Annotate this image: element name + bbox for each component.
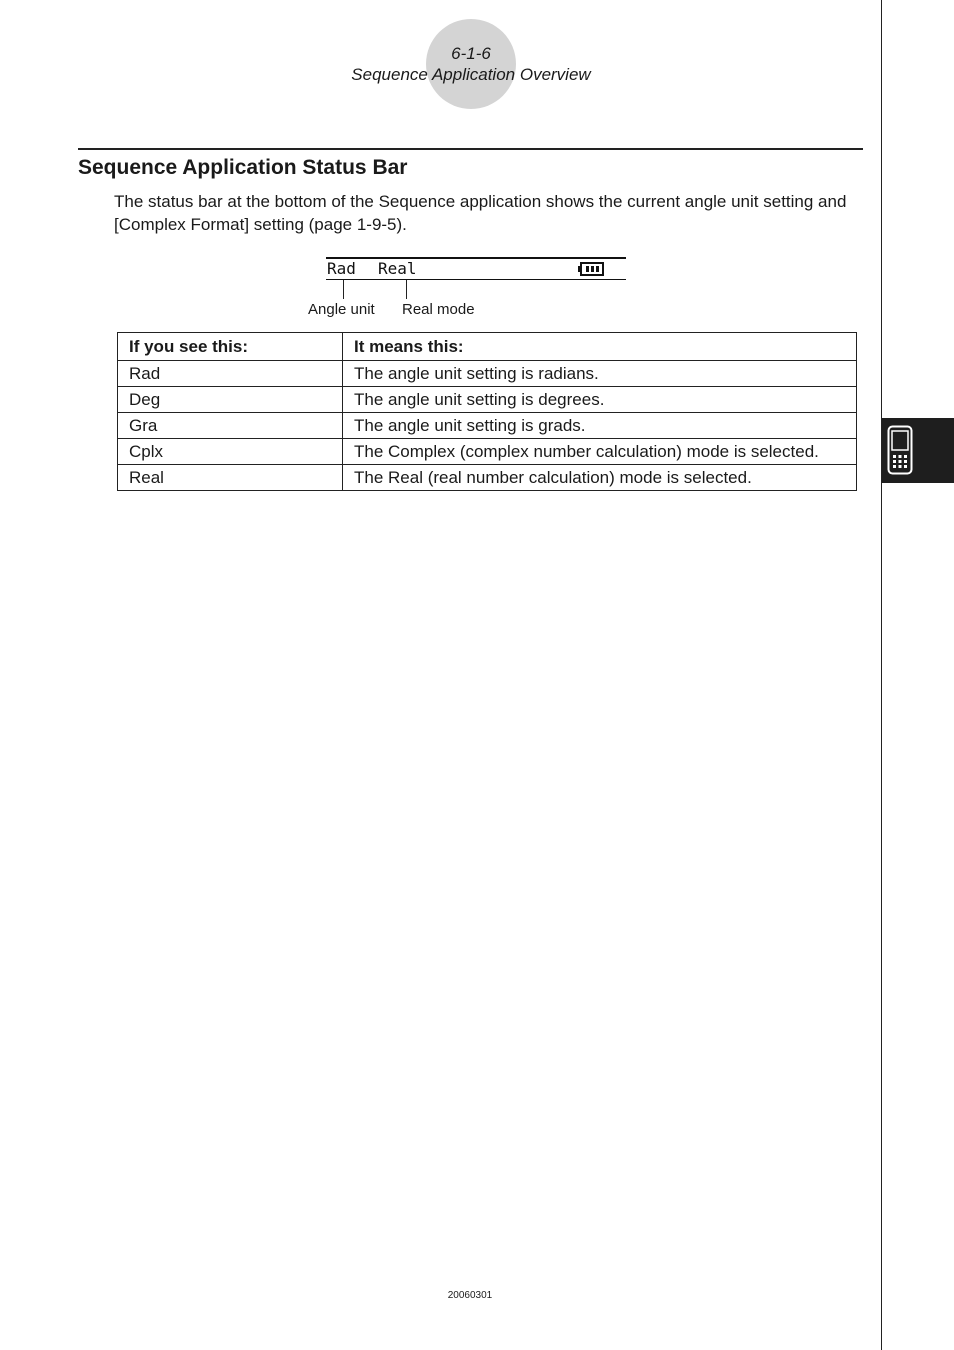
table-row — [118, 465, 857, 491]
chapter-tab — [882, 418, 954, 483]
status-angle-text: Rad — [327, 259, 356, 278]
section-title: Sequence Application Status Bar — [78, 156, 408, 179]
section-rule — [78, 148, 863, 150]
table-cell-indicator: Rad — [118, 361, 343, 387]
table-cell-meaning: The angle unit setting is grads. — [343, 413, 857, 439]
header-circle — [426, 19, 516, 109]
table-cell-indicator: Deg — [118, 387, 343, 413]
status-bar-top-border — [326, 257, 626, 259]
table-cell-meaning: The angle unit setting is degrees. — [343, 387, 857, 413]
battery-icon — [578, 262, 604, 276]
status-bar-illustration — [326, 257, 626, 281]
table-header-row — [118, 333, 857, 361]
table-row — [118, 413, 857, 439]
status-meaning-table — [117, 332, 857, 491]
page-number: 6-1-6 — [451, 44, 491, 63]
intro-paragraph: The status bar at the bottom of the Sequence application shows the current angle unit setting and [Complex Format] setting (page 1-9-5). — [114, 192, 847, 234]
page-header-title: Sequence Application Overview — [351, 65, 591, 84]
table-row — [118, 439, 857, 465]
table-cell-meaning: The Complex (complex number calculation) mode is selected. — [343, 439, 857, 465]
status-mode-text: Real — [378, 259, 417, 278]
table-cell-indicator: Real — [118, 465, 343, 491]
table-cell-indicator: Gra — [118, 413, 343, 439]
angle-unit-leader-line — [343, 280, 344, 299]
table-header-cell: If you see this: — [118, 333, 343, 361]
real-mode-callout: Real mode — [402, 301, 475, 318]
table-cell-indicator: Cplx — [118, 439, 343, 465]
table-header-cell: It means this: — [343, 333, 857, 361]
margin-rule — [881, 0, 882, 1350]
angle-unit-callout: Angle unit — [308, 301, 375, 318]
table-cell-meaning: The angle unit setting is radians. — [343, 361, 857, 387]
table-row — [118, 387, 857, 413]
table-cell-meaning: The Real (real number calculation) mode is selected. — [343, 465, 857, 491]
footer-code: 20060301 — [447, 1290, 493, 1301]
real-mode-leader-line — [406, 280, 407, 299]
calculator-icon — [887, 425, 913, 475]
table-row — [118, 361, 857, 387]
status-bar-bottom-border — [326, 279, 626, 280]
